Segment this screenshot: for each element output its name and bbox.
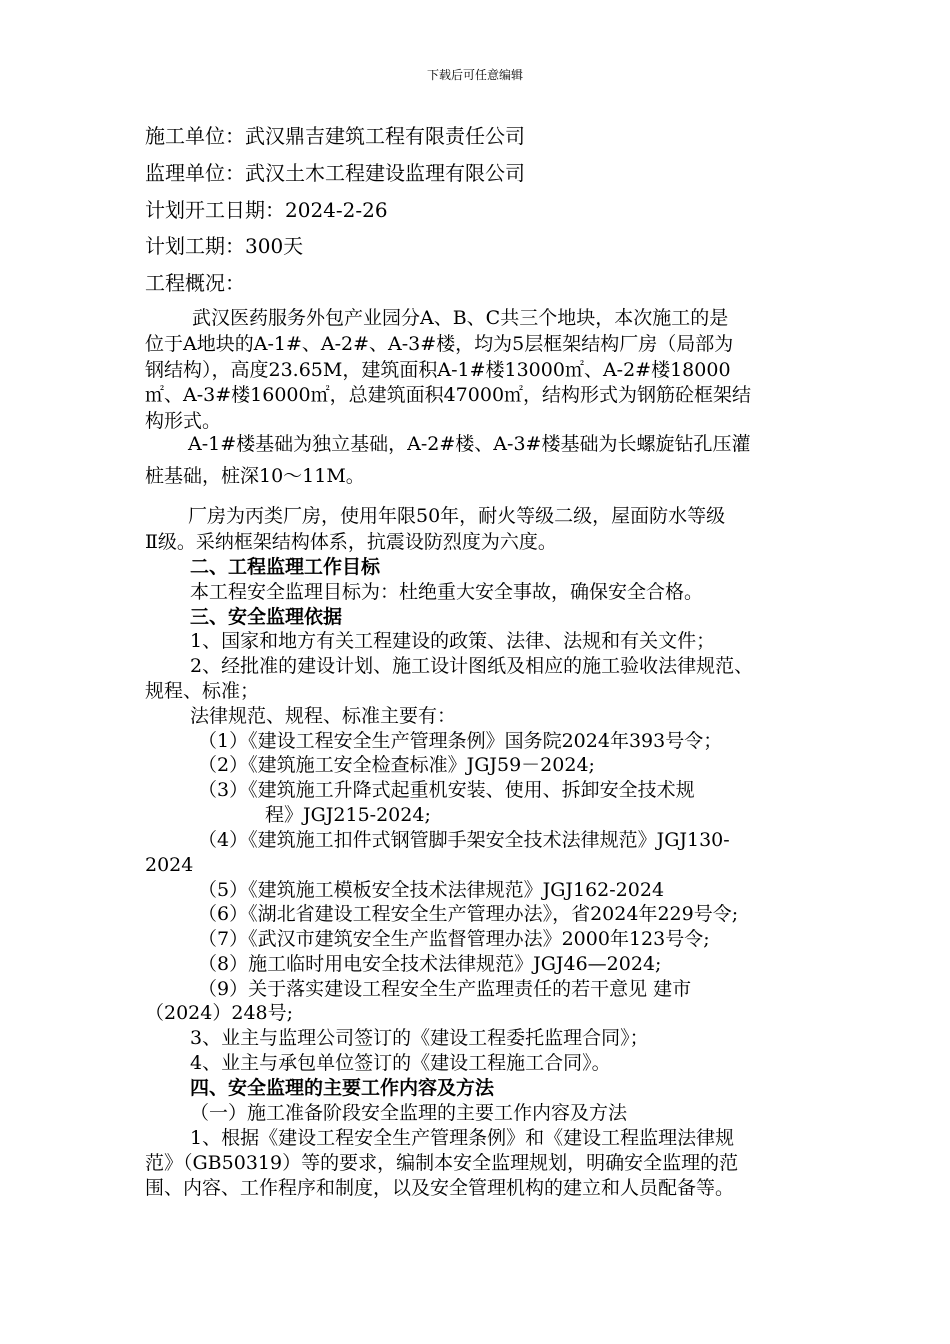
law-item: （8）施工临时用电安全技术法律规范》JGJ46—2024; [198,953,662,975]
law-item: （3）《建筑施工升降式起重机安装、使用、拆卸安全技术规 [198,779,695,801]
law-item: （6）《湖北省建设工程安全生产管理办法》，省2024年229号令; [198,903,739,925]
overview-p3-line: 厂房为丙类厂房，使用年限50年，耐火等级二级，屋面防水等级 [188,505,726,527]
overview-p2-line: A-1#楼基础为独立基础，A-2#楼、A-3#楼基础为长螺旋钻孔压灌 [188,433,751,455]
overview-p1-line: 位于A地块的A-1#、A-2#、A-3#楼，均为5层框架结构厂房（局部为 [145,333,734,355]
law-item-continued: 2024 [145,854,194,876]
law-item: （9）关于落实建设工程安全生产监理责任的若干意见 建市 [198,978,692,1000]
section-3-heading: 三、安全监理依据 [190,606,343,628]
overview-p1-line: 钢结构），高度23.65M，建筑面积A-1#楼13000㎡、A-2#楼18000 [145,359,731,381]
law-item: （5）《建筑施工模板安全技术法律规范》JGJ162-2024 [198,879,665,901]
overview-p2-line: 桩基础，桩深10～11M。 [145,465,365,487]
overview-label: 工程概况： [145,271,245,295]
duration-line: 计划工期：300天 [145,234,304,258]
overview-p1-line: 构形式。 [145,410,222,432]
page-header-note: 下载后可任意编辑 [426,68,523,82]
section-4-p1-line: 围、内容、工作程序和制度，以及安全管理机构的建立和人员配备等。 [145,1177,735,1199]
start-date-line: 计划开工日期：2024-2-26 [145,198,388,222]
section-4-p1-line: 1、根据《建设工程安全生产管理条例》和《建设工程监理法律规 [190,1127,735,1149]
basis-item-4: 4、业主与承包单位签订的《建设工程施工合同》。 [190,1052,611,1074]
section-2-text: 本工程安全监理目标为：杜绝重大安全事故，确保安全合格。 [190,581,704,603]
contractor-line: 施工单位：武汉鼎吉建筑工程有限责任公司 [145,124,525,148]
section-4-p1-line: 范》（GB50319）等的要求，编制本安全监理规划，明确安全监理的范 [145,1152,739,1174]
section-4-heading: 四、安全监理的主要工作内容及方法 [190,1077,495,1099]
law-item: （7）《武汉市建筑安全生产监督管理办法》2000年123号令; [198,928,710,950]
law-item-continued: 程》JGJ215-2024; [265,804,431,826]
basis-item-3: 3、业主与监理公司签订的《建设工程委托监理合同》； [190,1027,649,1049]
basis-item-2-line: 规程、标准； [145,680,260,702]
overview-p3-line: Ⅱ级。采纳框架结构体系，抗震设防烈度为六度。 [145,531,557,553]
overview-p1-line: ㎡、A-3#楼16000㎡，总建筑面积47000㎡，结构形式为钢筋砼框架结 [145,384,752,406]
law-item: （1）《建设工程安全生产管理条例》国务院2024年393号令； [198,730,723,752]
basis-item-1: 1、国家和地方有关工程建设的政策、法律、法规和有关文件； [190,630,716,652]
laws-intro: 法律规范、规程、标准主要有： [190,705,457,727]
supervisor-line: 监理单位：武汉土木工程建设监理有限公司 [145,161,525,185]
section-2-heading: 二、工程监理工作目标 [190,556,381,578]
overview-p1-line: 武汉医药服务外包产业园分A、B、C共三个地块，本次施工的是 [192,307,729,329]
basis-item-2-line: 2、经批准的建设计划、施工设计图纸及相应的施工验收法律规范、 [190,655,754,677]
law-item-continued: （2024）248号; [145,1002,294,1024]
law-item: （2）《建筑施工安全检查标准》JGJ59－2024; [198,754,595,776]
section-4-subheading: （一）施工准备阶段安全监理的主要工作内容及方法 [190,1102,628,1124]
law-item: （4）《建筑施工扣件式钢管脚手架安全技术法律规范》JGJ130- [198,829,730,851]
